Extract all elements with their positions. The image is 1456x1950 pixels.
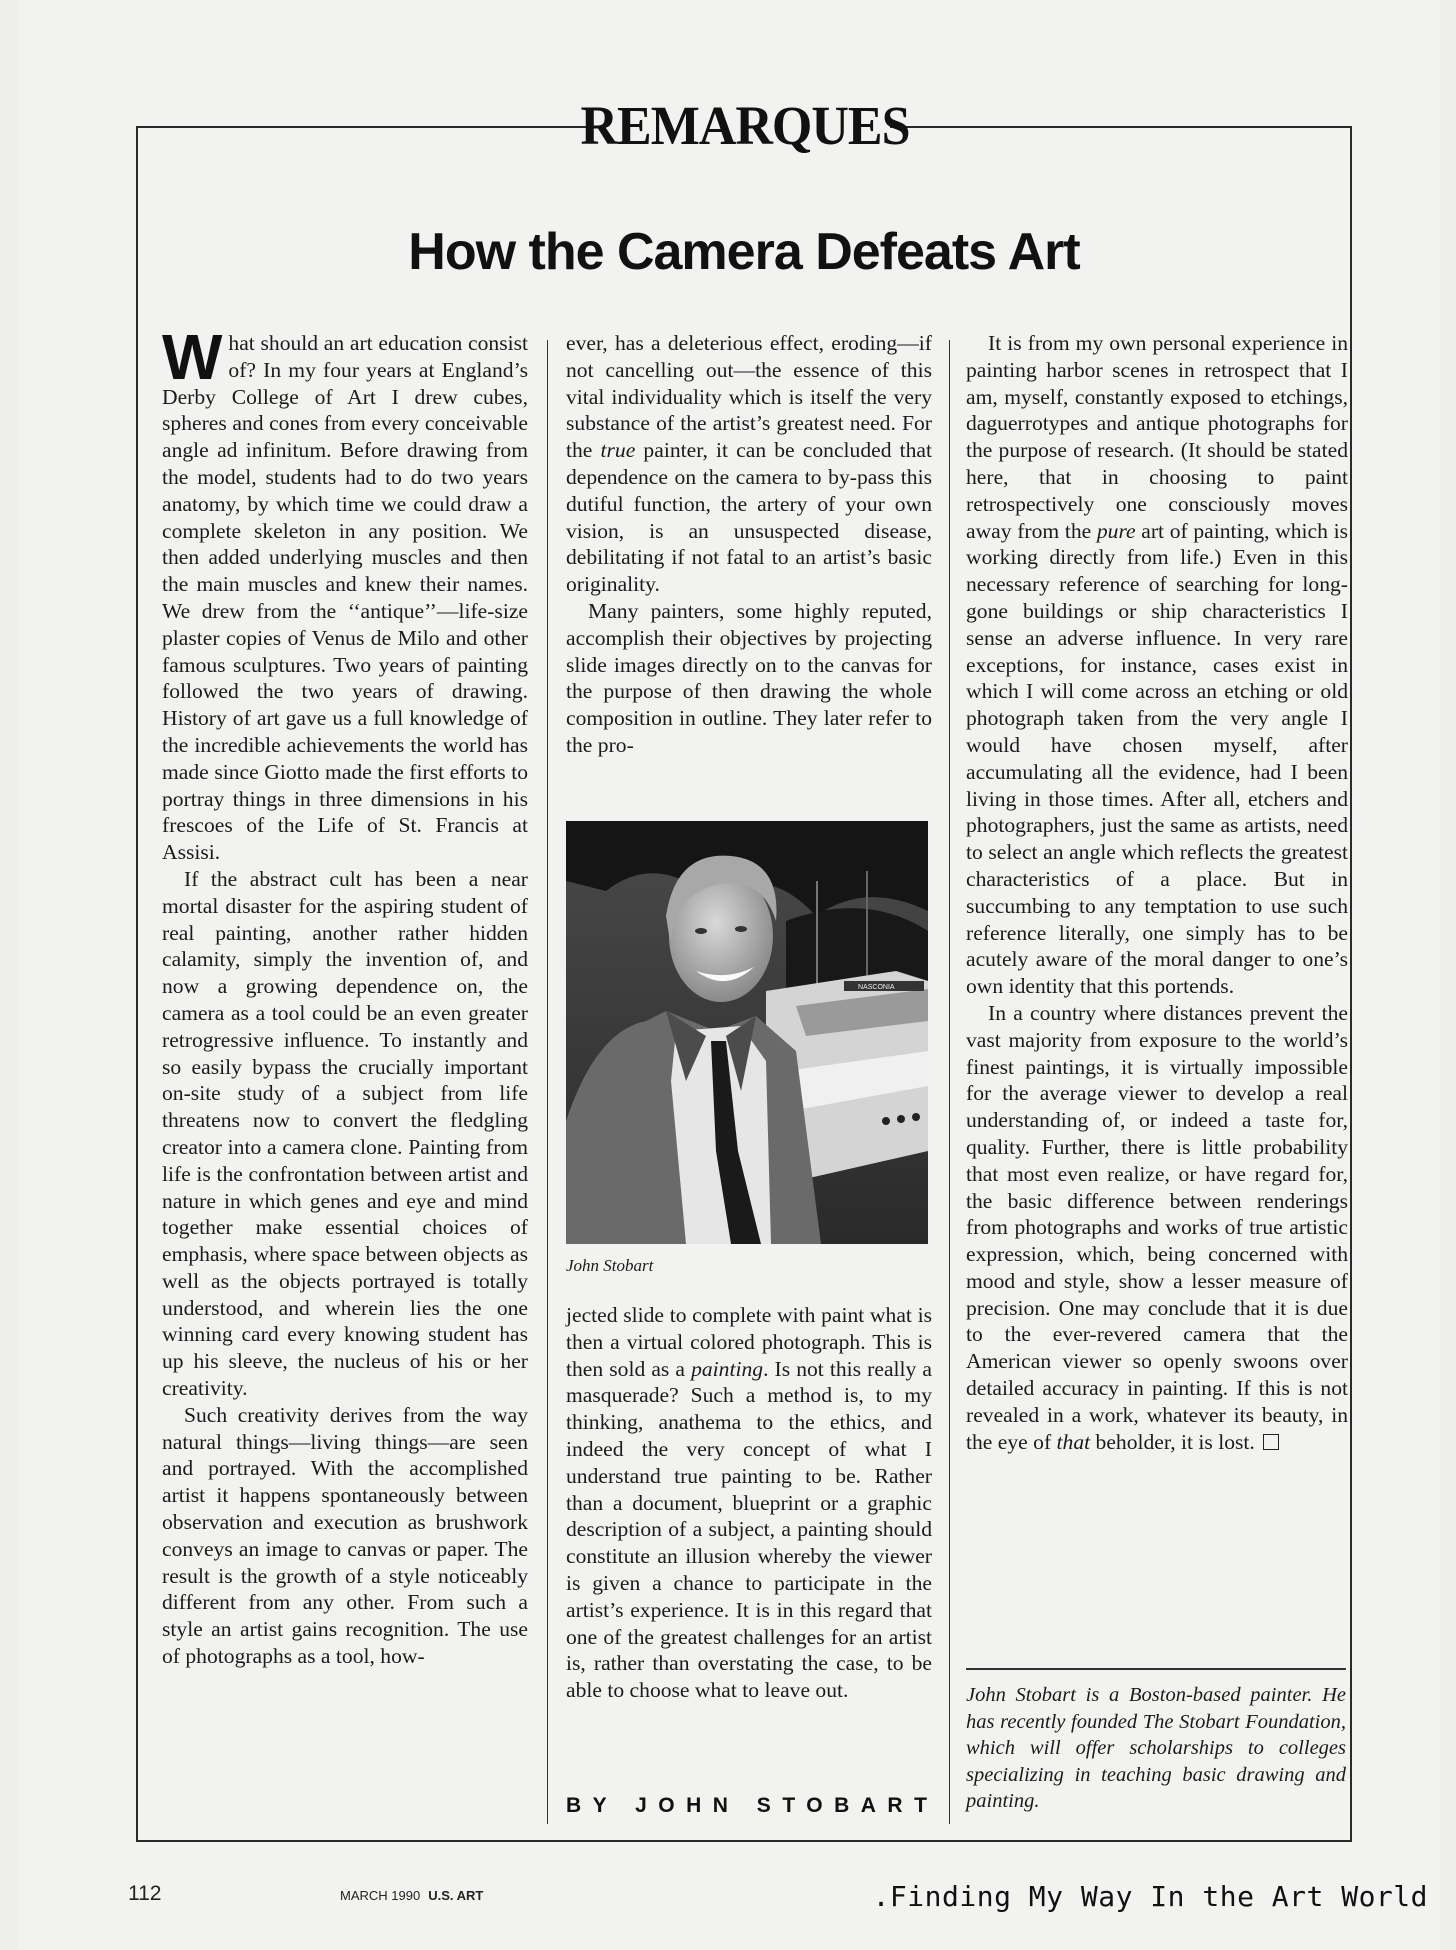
- boat-name-label: NASCONIA: [858, 984, 895, 991]
- author-bio: John Stobart is a Boston-based painter. He has recently founded The Stobart Foundation, which will offer scholarships to colleges specializing in teaching basic drawing and painting.: [966, 1684, 1346, 1812]
- section-label: REMARQUES: [580, 96, 910, 156]
- paragraph: What should an art education consist of? In my four years at England’s Derby College of Art I drew cubes, spheres and cones from every conceivable angle ad infinitum. Before drawing from the model, students had to do two years anatomy, by which time we could draw a complete skeleton in any position. We then added underlying muscles and then the main muscles and knew their names. We drew from the ‘‘antique’’—life-size plaster copies of Venus de Milo and other famous sculptures. Two years of painting followed the two years of drawing. History of art gave us a full knowledge of the incredible achievements the world has made since Giotto made the first efforts to portray things in three dimensions in his frescoes of the Life of St. Francis at Assisi.: [162, 321, 528, 865]
- issue-line: [340, 1888, 483, 1903]
- column-divider: [949, 340, 950, 1824]
- drop-cap: W: [162, 321, 223, 393]
- column-2-top: [566, 330, 932, 759]
- paragraph: jected slide to complete with paint what is then a virtual colored photograph. This is then sold as a painting. Is not this really a masquerade? Such a method is, to my thinking, anathema to the ethics, and indeed the very concept of what I understand true painting to be. Rather than a document, blueprint or a graphic description of a subject, a painting should constitute an illusion whereby the viewer is given a chance to participate in the artist’s experience. It is in this regard that one of the greatest challenges for an artist is, rather than overstating the case, to be able to choose what to leave out.: [566, 1303, 932, 1703]
- section-masthead: [580, 96, 910, 156]
- column-2-bottom: [566, 1302, 932, 1704]
- author-photo: [566, 821, 928, 1244]
- bio-divider: [966, 1668, 1346, 1670]
- paragraph: In a country where distances prevent the vast majority from exposure to the world’s finest paintings, it is virtually impossible for the average viewer to develop a real understanding of, or indeed a taste for, quality. Further, there is little probability that most even realize, or have regard for, the basic difference between renderings from photographs and works of true artistic expression, which, being concerned with mood and style, show a lesser measure of precision. One may conclude that it is due to the ever-revered camera that the American viewer so openly swoons over detailed accuracy in painting. If this is not revealed in a work, whatever its beauty, in the eye of that beholder, it is lost.: [966, 1000, 1348, 1454]
- paragraph: If the abstract cult has been a near mortal disaster for the aspiring student of real painting, another rather hidden calamity, simply the invention of, and now a growing dependence on, the camera as a tool could be an even greater retrogressive influence. To instantly and so easily bypass the crucially important on-site study of a subject from life threatens now to convert the fledgling creator into a camera clone. Painting from life is the confrontation between artist and nature in which genes and eye and mind together make essential choices of emphasis, where space between objects as well as the objects portrayed is totally understood, and wherein lies the one winning card every knowing student has up his sleeve, the nucleus of his or her creativity.: [162, 866, 528, 1401]
- column-3: [966, 330, 1348, 1455]
- article-headline: How the Camera Defeats Art: [408, 223, 1080, 281]
- paragraph: Many painters, some highly reputed, accomplish their objectives by projecting slide images directly on to the canvas for the purpose of then drawing the whole composition in outline. They later refer to the pro-: [566, 598, 932, 757]
- issue-date: MARCH 1990: [340, 1888, 421, 1903]
- column-divider: [547, 340, 548, 1824]
- author-photo-illustration: [566, 821, 928, 1244]
- paragraph: ever, has a deleterious effect, eroding—if not cancelling out—the essence of this vital individuality which is itself the very substance of the artist’s greatest need. For the true painter, it can be concluded that dependence on the camera to by-pass this dutiful function, the artery of your own vision, is an unsuspected disease, debilitating if not fatal to an artist’s basic originality.: [566, 331, 933, 597]
- page-number: 112: [128, 1882, 162, 1905]
- column-1: [162, 321, 528, 1820]
- end-of-article-mark: [1263, 1434, 1279, 1450]
- magazine-name: U.S. ART: [428, 1888, 484, 1903]
- byline: BY JOHN STOBART: [566, 1794, 939, 1817]
- watermark-caption: .Finding My Way In the Art World: [872, 1880, 1428, 1913]
- paragraph: Such creativity derives from the way natural things—living things—are seen and portrayed. With the accomplished artist it happens spontaneously between observation and execution as brushwork conveys an image to canvas or paper. The result is the growth of a style noticeably different from any other. From such a style an artist gains recognition. The use of photographs as a tool, how-: [162, 1402, 528, 1669]
- paragraph: It is from my own personal experience in painting harbor scenes in retrospect that I am, myself, constantly exposed to etchings, daguerrotypes and antique photographs for the purpose of research. (It should be stated here, that in choosing to paint retrospectively one consciously moves away from the pure art of painting, which is working directly from life.) Even in this necessary reference of searching for long-gone buildings or ship characteristics I sense an adverse influence. In very rare exceptions, for instance, cases exist in which I will come across an etching or old photograph taken from the very angle I would have chosen myself, after accumulating all the evidence, had I been living in those times. After all, etchers and photographers, just the same as artists, need to select an angle which reflects the greatest characteristics of a place. But in succumbing to any temptation to use such reference literally, one simply has to be acutely aware of the moral danger to one’s own identity that this portends.: [966, 331, 1348, 999]
- photo-caption: John Stobart: [566, 1256, 654, 1275]
